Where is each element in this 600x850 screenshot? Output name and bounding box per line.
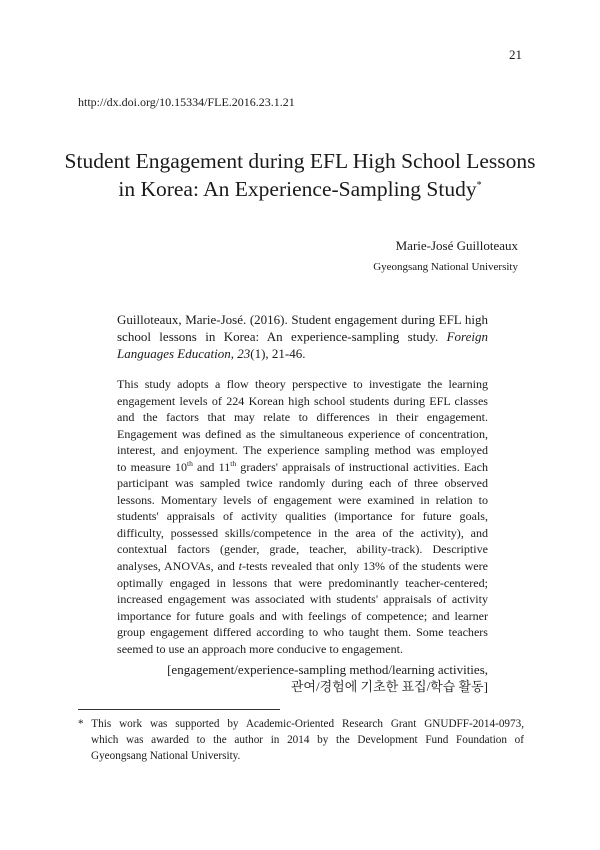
abstract-line [117, 459, 488, 476]
doi-link[interactable]: http://dx.doi.org/10.15334/FLE.2016.23.1.21 [78, 95, 295, 109]
abstract [117, 376, 488, 657]
abstract-line: contextual factors (gender, grade, teacher, ability-track). Descriptive [117, 542, 488, 557]
abstract-text: analyses, ANOVAs, and [117, 559, 239, 574]
keywords-line-2: 관여/경험에 기초한 표집/학습 활동] [290, 679, 488, 694]
paper-title [60, 147, 540, 203]
superscript: th [230, 458, 237, 468]
author-name: Marie-José Guilloteaux [395, 238, 518, 253]
title-footnote-marker[interactable]: * [476, 179, 482, 191]
abstract-line: interest, and enjoyment. The experience sampling method was employed [117, 443, 488, 458]
title-line-1: Student Engagement during EFL High School Lessons [64, 149, 536, 173]
abstract-line: group engagement differed according to who taught them. Some teachers [117, 625, 488, 640]
abstract-line [117, 558, 488, 575]
superscript: th [186, 458, 193, 468]
footnote [78, 716, 524, 764]
title-line-2 [60, 175, 540, 203]
abstract-line: lessons. Momentary levels of engagement were examined in relation to [117, 492, 488, 507]
abstract-line: Engagement was defined as the simultaneous experience of concentration, [117, 426, 488, 441]
abstract-line: difficulty, possessed skills/competence in the area of the activity), and [117, 525, 488, 540]
abstract-line: students' appraisals of activity qualities (importance for future goals, [117, 509, 488, 524]
keywords-line-1: [engagement/experience-sampling method/learning activities, [167, 662, 488, 677]
abstract-line: optimally engaged in lessons that were predominantly teacher-centered; [117, 575, 488, 590]
citation [117, 312, 488, 362]
abstract-text: -tests revealed that only 13% of the students were [242, 559, 488, 574]
citation-suffix: (1), 21-46. [250, 345, 306, 361]
keywords [167, 661, 488, 695]
abstract-line: increased engagement was associated with students' appraisals of activity [117, 592, 488, 607]
citation-prefix: Guilloteaux, Marie-José. (2016). Student engagement during EFL high school lessons in Korea: An experience-sampling study. [117, 312, 488, 344]
footnote-line: which was awarded to the author in 2014 by the Development Fund Foundation of [91, 734, 524, 746]
abstract-line: seemed to use an approach more conducive to engagement. [117, 641, 404, 656]
abstract-italic: t [238, 559, 243, 574]
abstract-line: importance for future goals and with feelings of competence; and learner [117, 608, 488, 623]
title-line-2-text: in Korea: An Experience-Sampling Study [118, 177, 477, 201]
author-affiliation: Gyeongsang National University [373, 261, 518, 273]
abstract-line: engagement levels of 224 Korean high school students during EFL classes [117, 393, 488, 408]
footnote-line: Gyeongsang National University. [91, 750, 241, 762]
abstract-text: to measure 10 [117, 459, 187, 474]
abstract-line: participant was sampled twice randomly during each of three observed [117, 476, 488, 491]
abstract-text: and 11 [192, 459, 231, 474]
abstract-line: and the factors that may relate to differences in their engagement. [117, 410, 488, 425]
footnote-divider [78, 709, 280, 710]
footnote-line: * This work was supported by Academic-Oriented Research Grant GNUDFF-2014-0973, [78, 718, 524, 730]
abstract-line: This study adopts a flow theory perspective to investigate the learning [117, 377, 488, 391]
abstract-text: graders' appraisals of instructional activities. Each [236, 459, 488, 474]
page-number: 21 [509, 47, 522, 62]
citation-journal: Foreign Languages Education, 23 [117, 328, 488, 361]
